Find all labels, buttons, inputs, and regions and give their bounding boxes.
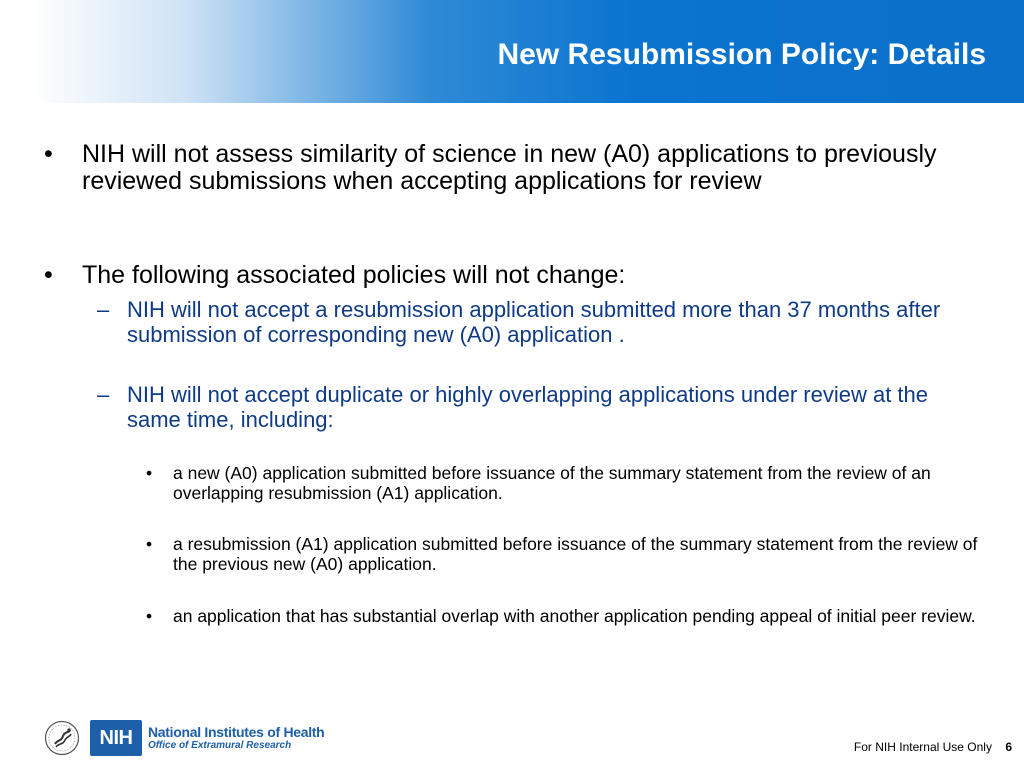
hhs-seal-icon [44, 720, 80, 756]
nih-logo [44, 718, 324, 758]
sub-item-1-text: NIH will not accept a resubmission application submitted more than 37 months after submission of corresponding new (A0) application . [127, 297, 941, 347]
sub-item-2-text: NIH will not accept duplicate or highly overlapping applications under review at the same time, including: [127, 382, 929, 432]
bullet-item-2-text: The following associated policies will not change: [82, 261, 626, 289]
dash-icon: – [97, 382, 110, 407]
sub-sub-item-3 [146, 606, 993, 626]
sub-item-2 [97, 382, 957, 432]
sub-sub-item-3-text: an application that has substantial overlap with another application pending appeal of initial peer review. [173, 606, 976, 626]
bullet-item-1 [44, 140, 962, 195]
sub-sub-item-1-text: a new (A0) application submitted before issuance of the summary statement from the review of an overlapping resubmission (A1) application. [173, 463, 931, 503]
header-banner [0, 0, 1024, 103]
page-number: 6 [1005, 740, 1012, 754]
sub-sub-item-1 [146, 463, 993, 503]
nih-abbrev-logo: NIH [90, 720, 142, 756]
bullet-icon: • [146, 534, 153, 554]
sub-item-1 [97, 297, 957, 347]
bullet-icon: • [44, 140, 53, 168]
bullet-item-2 [44, 261, 962, 289]
bullet-icon: • [44, 261, 53, 289]
internal-use-notice: For NIH Internal Use Only [853, 740, 992, 754]
slide-title: New Resubmission Policy: Details [497, 38, 986, 71]
dash-icon: – [97, 297, 110, 322]
footer-notice [854, 740, 1012, 754]
nih-name: National Institutes of Health [148, 724, 325, 740]
bullet-icon: • [146, 463, 153, 483]
bullet-item-1-text: NIH will not assess similarity of science in new (A0) applications to previously reviewed submissions when accepting applications for review [82, 140, 937, 195]
nih-office: Office of Extramural Research [148, 740, 292, 751]
sub-sub-item-2 [146, 534, 993, 574]
nih-wordmark [148, 724, 324, 752]
bullet-icon: • [146, 606, 153, 626]
sub-sub-item-2-text: a resubmission (A1) application submitted before issuance of the summary statement from the review of the previous new (A0) application. [173, 534, 978, 574]
